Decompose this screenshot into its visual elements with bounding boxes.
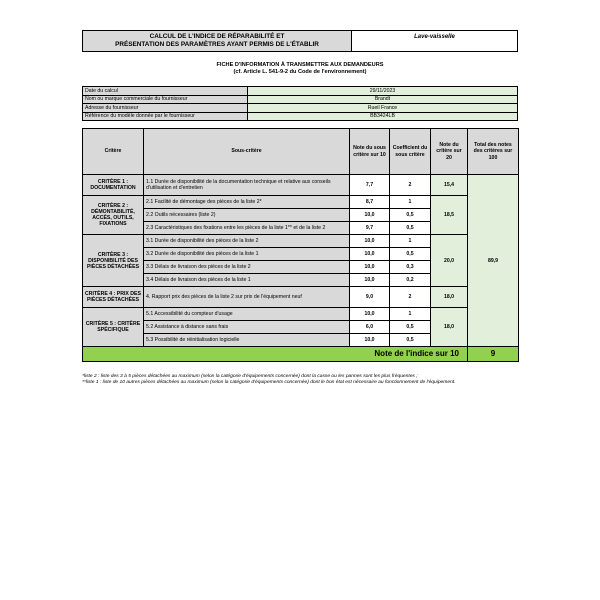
sub-criterion-note: 10,0 — [350, 235, 390, 248]
total-score: 89,9 — [468, 175, 519, 347]
sub-criterion-label: 1.1 Durée de disponibilité de la documentation technique et relative aux conseils d'utilisation et d'entretien — [144, 175, 350, 196]
col-coef: Coefficient du sous critère — [390, 129, 431, 175]
sub-criterion-coef: 1 — [390, 235, 431, 248]
criterion-5-label: CRITÈRE 5 : CRITÈRE SPÉCIFIQUE — [83, 308, 144, 347]
sub-criterion-note: 10,0 — [350, 274, 390, 287]
info-label: Adresse du fournisseur — [83, 104, 248, 113]
sub-criterion-coef: 1 — [390, 308, 431, 321]
header-title — [82, 30, 352, 52]
header-title-line1: CALCUL DE L'INDICE DE RÉPARABILITÉ ET — [149, 33, 285, 40]
header-row — [83, 129, 519, 175]
sub-criterion-coef: 0,2 — [390, 274, 431, 287]
col-note20: Note du critère sur 20 — [431, 129, 468, 175]
info-value: 29/11/2023 — [248, 87, 518, 96]
sub-criterion-coef: 1 — [390, 196, 431, 209]
sub-criterion-coef: 2 — [390, 287, 431, 308]
sub-criterion-note: 10,0 — [350, 261, 390, 274]
table-row — [83, 308, 519, 321]
score-table — [82, 128, 519, 362]
criterion-5-score: 18,0 — [431, 308, 468, 347]
sub-criterion-coef: 0,5 — [390, 334, 431, 347]
sub-criterion-note: 9,0 — [350, 287, 390, 308]
sub-criterion-note: 10,0 — [350, 209, 390, 222]
header-title-line2: PRÉSENTATION DES PARAMÈTRES AYANT PERMIS DE L'ÉTABLIR — [115, 41, 319, 48]
col-total: Total des notes des critères sur 100 — [468, 129, 519, 175]
sub-criterion-coef: 0,5 — [390, 248, 431, 261]
info-label: Référence du modèle donnée par le fournisseur — [83, 112, 248, 121]
info-value: BB3424LB — [248, 112, 518, 121]
criterion-2-label: CRITÈRE 2 : DÉMONTABILITÉ, ACCÈS, OUTILS, FIXATIONS — [83, 196, 144, 235]
sub-criterion-label: 3.2 Durée de disponibilité des pièces de la liste 1 — [144, 248, 350, 261]
footnote-2: **liste 1 : liste de 10 autres pièces détachées au maximum (selon la catégorie d'équipements concernée) dont le bon état est nécessaire au fonctionnement de l'équipement. — [82, 380, 456, 386]
info-row — [83, 104, 518, 113]
sub-criterion-label: 2.2 Outils nécessaires (liste 2) — [144, 209, 350, 222]
sub-criterion-coef: 2 — [390, 175, 431, 196]
sub-criterion-label: 2.1 Facilité de démontage des pièces de la liste 2* — [144, 196, 350, 209]
col-note: Note du sous critère sur 10 — [350, 129, 390, 175]
sub-criterion-coef: 0,3 — [390, 261, 431, 274]
table-row — [83, 235, 519, 248]
sub-criterion-note: 10,0 — [350, 308, 390, 321]
footnotes — [82, 374, 522, 386]
criterion-1-label: CRITÈRE 1 : DOCUMENTATION — [83, 175, 144, 196]
sub-criterion-label: 3.1 Durée de disponibilité des pièces de la liste 2 — [144, 235, 350, 248]
sub-criterion-note: 10,0 — [350, 248, 390, 261]
index-label: Note de l'indice sur 10 — [83, 347, 468, 362]
table-row — [83, 196, 519, 209]
table-row — [83, 175, 519, 196]
sub-criterion-note: 7,7 — [350, 175, 390, 196]
info-row — [83, 112, 518, 121]
sub-criterion-coef: 0,5 — [390, 222, 431, 235]
sub-criterion-note: 8,7 — [350, 196, 390, 209]
criterion-3-label: CRITÈRE 3 : DISPONIBILITÉ DES PIÈCES DÉTACHÉES — [83, 235, 144, 287]
sub-criterion-coef: 0,5 — [390, 209, 431, 222]
sub-criterion-note: 6,0 — [350, 321, 390, 334]
sub-criterion-coef: 0,5 — [390, 321, 431, 334]
fiche-line2: (cf. Article L. 541-9-2 du Code de l'environnement) — [233, 69, 367, 75]
criterion-3-score: 20,0 — [431, 235, 468, 287]
col-sous-critere: Sous-critère — [144, 129, 350, 175]
index-value: 9 — [468, 347, 519, 362]
info-label: Date du calcul — [83, 87, 248, 96]
sub-criterion-label: 5.3 Possibilité de réinitialisation logicielle — [144, 334, 350, 347]
sub-criterion-label: 3.4 Délais de livraison des pièces de la liste 1 — [144, 274, 350, 287]
sub-criterion-label: 5.2 Assistance à distance sans frais — [144, 321, 350, 334]
sub-criterion-note: 10,0 — [350, 334, 390, 347]
sub-criterion-note: 9,7 — [350, 222, 390, 235]
footnote-1: *liste 2 : liste des 3 à 5 pièces détachées au maximum (selon la catégorie d'équipements concernée) dont la casse ou les pannes sont les plus fréquentes ; — [82, 374, 418, 379]
criterion-1-score: 15,4 — [431, 175, 468, 196]
fiche-line1: FICHE D'INFORMATION À TRANSMETTRE AUX DEMANDEURS — [216, 62, 384, 68]
product-type: Lave-vaisselle — [352, 30, 518, 52]
table-row — [83, 287, 519, 308]
sub-criterion-label: 5.1 Accessibilité du compteur d'usage — [144, 308, 350, 321]
fiche-heading — [150, 62, 450, 76]
info-row — [83, 87, 518, 96]
criterion-4-label: CRITÈRE 4 : PRIX DES PIÈCES DÉTACHÉES — [83, 287, 144, 308]
index-row — [83, 347, 519, 362]
sub-criterion-label: 4. Rapport prix des pièces de la liste 2 sur prix de l'équipement neuf — [144, 287, 350, 308]
sub-criterion-label: 2.3 Caractéristiques des fixations entre les pièces de la liste 1** et de la liste 2 — [144, 222, 350, 235]
col-critere: Critère — [83, 129, 144, 175]
sub-criterion-label: 3.3 Délais de livraison des pièces de la liste 2 — [144, 261, 350, 274]
info-label: Nom ou marque commerciale du fournisseur — [83, 95, 248, 104]
info-row — [83, 95, 518, 104]
criterion-4-score: 18,0 — [431, 287, 468, 308]
info-value: Rueil France — [248, 104, 518, 113]
info-table — [82, 86, 518, 121]
criterion-2-score: 18,5 — [431, 196, 468, 235]
info-value: Brandt — [248, 95, 518, 104]
